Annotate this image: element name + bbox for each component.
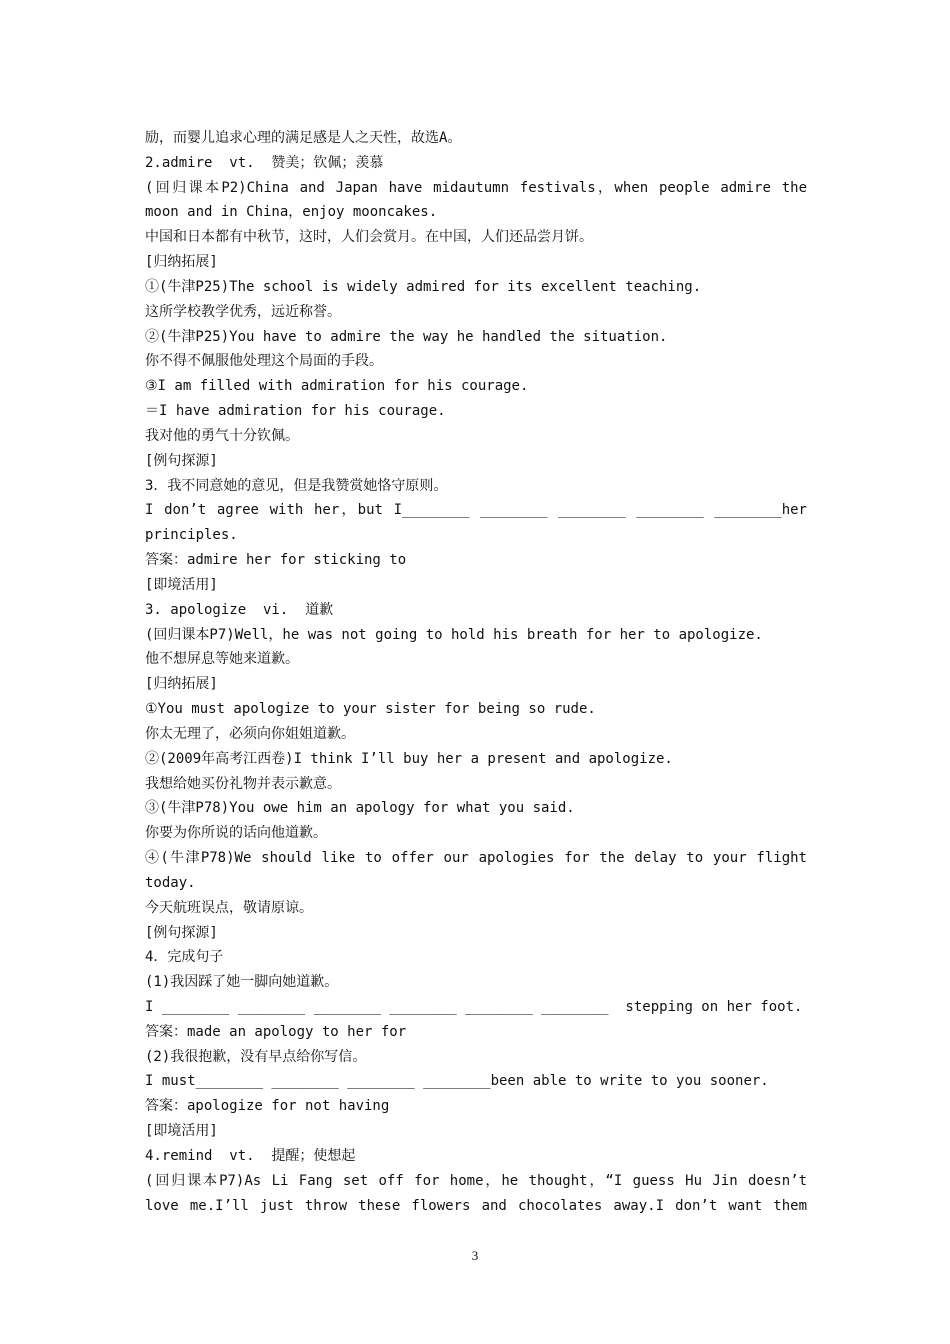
text-line: 你不得不佩服他处理这个局面的手段。 (145, 353, 383, 370)
text-line: 4．完成句子 (145, 949, 224, 966)
text-line: [例句探源] (145, 924, 218, 941)
text-line: I must________ ________ ________ ________been able to write to you sooner. (145, 1073, 769, 1090)
text-line: 3．我不同意她的意见，但是我赞赏她恪守原则。 (145, 477, 448, 494)
text-line: (回归课本P7)Well，he was not going to hold his breath for her to apologize. (145, 626, 763, 643)
text-line: I ________ ________ ________ ________ ________ ________ stepping on her foot. (145, 998, 803, 1015)
page-number: 3 (471, 1248, 479, 1263)
text-line: [即境活用] (145, 576, 218, 593)
text-line: 4.remind vt. 提醒；使想起 (145, 1147, 356, 1164)
text-line: today. (145, 874, 196, 891)
text-line: 中国和日本都有中秋节，这时，人们会赏月。在中国，人们还品尝月饼。 (145, 229, 593, 246)
text-line: 你太无理了，必须向你姐姐道歉。 (145, 725, 355, 742)
text-line: (回归课本P2)China and Japan have midautumn festivals，when people admire the (145, 179, 807, 196)
text-line: 答案：admire her for sticking to (145, 552, 407, 569)
text-line: [例句探源] (145, 452, 218, 469)
text-line: love me.I’ll just throw these flowers and chocolates away.I don’t want them (145, 1197, 807, 1214)
text-line: 今天航班误点，敬请原谅。 (145, 899, 313, 916)
text-line: ③(牛津P78)You owe him an apology for what you said. (145, 800, 575, 817)
text-line: ＝I have admiration for his courage. (145, 403, 446, 420)
text-line: 我对他的勇气十分钦佩。 (145, 427, 299, 444)
text-line: 你要为你所说的话向他道歉。 (145, 825, 327, 842)
text-line: 我想给她买份礼物并表示歉意。 (145, 775, 341, 792)
text-line: ①You must apologize to your sister for being so rude. (145, 701, 596, 718)
text-line: 励，而婴儿追求心理的满足感是人之天性，故选A。 (145, 130, 462, 146)
text-line: ②(2009年高考江西卷)I think I’ll buy her a present and apologize. (145, 750, 673, 767)
text-line: ①(牛津P25)The school is widely admired for its excellent teaching. (145, 278, 702, 295)
page-body (145, 126, 807, 1218)
text-line: [归纳拓展] (145, 676, 218, 693)
text-line: ④(牛津P78)We should like to offer our apologies for the delay to your flight (145, 850, 807, 867)
text-line: 答案：made an apology to her for (145, 1023, 407, 1040)
text-line: [归纳拓展] (145, 254, 218, 271)
text-line: 答案：apologize for not having (145, 1098, 390, 1115)
text-line: ②(牛津P25)You have to admire the way he handled the situation. (145, 328, 668, 345)
text-line: 他不想屏息等她来道歉。 (145, 651, 299, 668)
text-line: I don’t agree with her，but I________ ________ ________ ________ ________her (145, 502, 807, 519)
text-line: moon and in China，enjoy mooncakes. (145, 204, 438, 221)
text-line: (1)我因踩了她一脚向她道歉。 (145, 974, 339, 991)
text-line: 3. apologize vi. 道歉 (145, 601, 334, 618)
text-line: [即境活用] (145, 1123, 218, 1140)
text-line: ③I am filled with admiration for his courage. (145, 378, 529, 395)
text-line: principles. (145, 527, 238, 544)
text-line: 这所学校教学优秀，远近称誉。 (145, 303, 341, 320)
text-line: (回归课本P7)As Li Fang set off for home，he thought，“I guess Hu Jin doesn’t (145, 1172, 807, 1189)
text-line: 2.admire vt. 赞美；钦佩；羡慕 (145, 154, 384, 171)
text-line: (2)我很抱歉，没有早点给你写信。 (145, 1048, 367, 1065)
